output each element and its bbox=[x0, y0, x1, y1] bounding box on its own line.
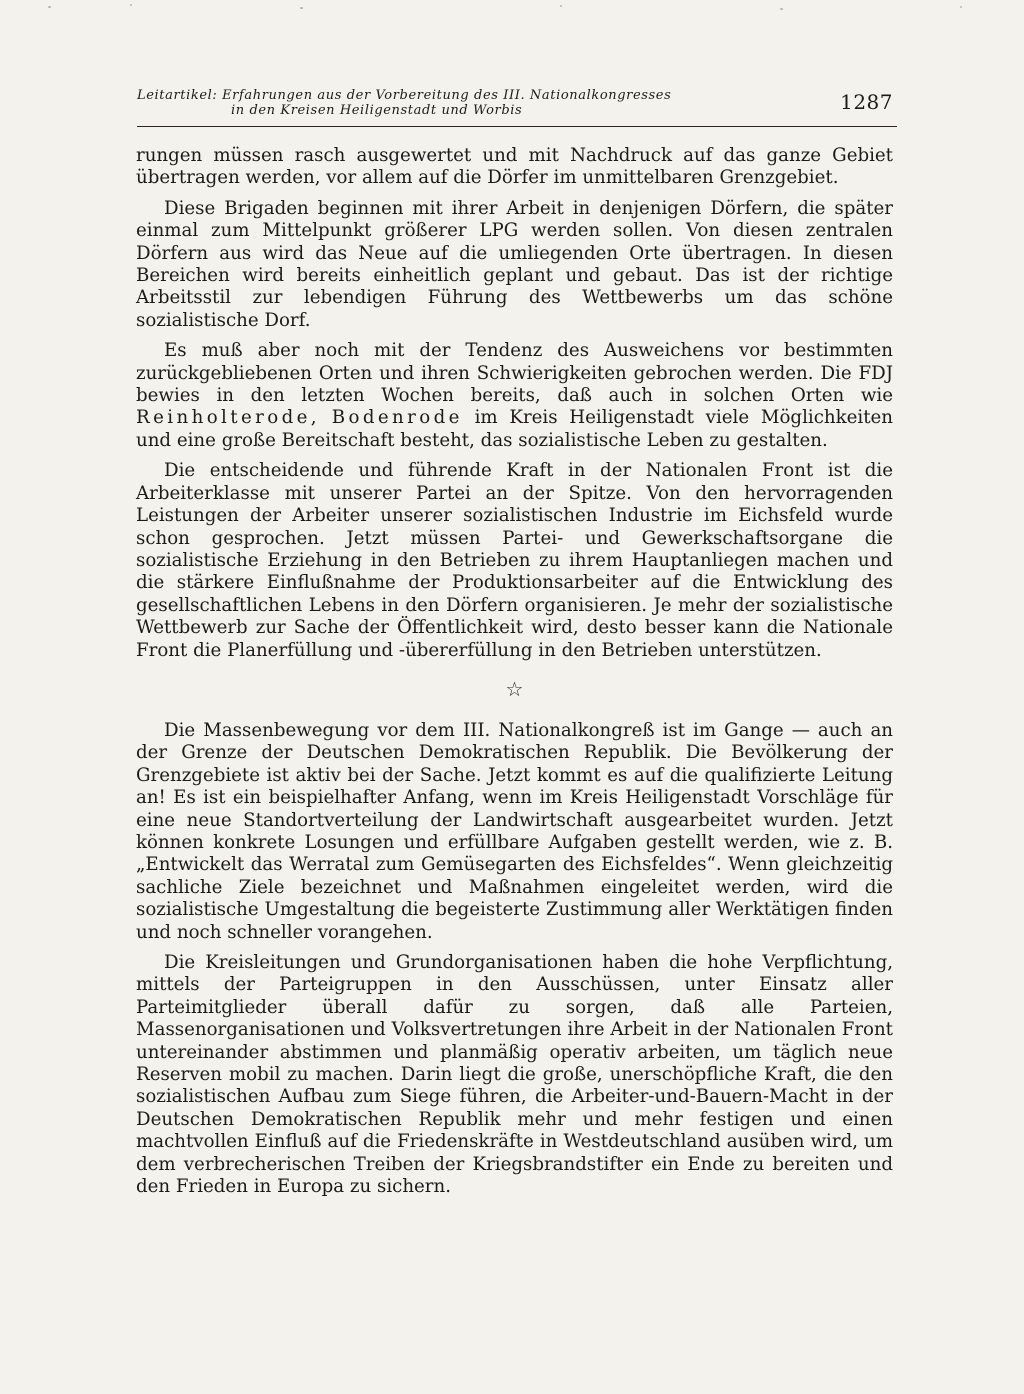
scan-speck bbox=[960, 6, 962, 8]
place-name-bodenrode: Bodenrode bbox=[331, 407, 463, 429]
running-head-line-1: Leitartikel: Erfahrungen aus der Vorbereitung des III. Nationalkongresses bbox=[137, 88, 672, 103]
running-head-line-2: in den Kreisen Heiligenstadt und Worbis bbox=[231, 103, 523, 118]
running-head bbox=[137, 88, 777, 118]
paragraph-5: Die Massenbewegung vor dem III. Nationalkongreß ist im Gange — auch an der Grenze der Deutschen Demokratischen Republik. Die Bevölkerung der Grenzgebiete ist aktiv bei der Sache. Jetzt kommt es auf die qualifizierte Leitung an! Es ist ein beispielhafter Anfang, wenn im Kreis Heiligenstadt Vorschläge für eine neue Standortverteilung der Landwirtschaft ausgearbeitet wurden. Jetzt können konkrete Losungen und erfüllbare Aufgaben gestellt werden, wie z. B. „Entwickelt das Werratal zum Gemüsegarten des Eichsfeldes“. Wenn gleichzeitig sachliche Ziele bezeichnet und Maßnahmen eingeleitet werden, wird die sozialistische Umgestaltung die begeisterte Zustimmung aller Werktätigen finden und noch schneller vorangehen. bbox=[136, 719, 893, 943]
place-name-reinholterode: Reinholterode, bbox=[136, 407, 320, 429]
paragraph-3-text-a: Es muß aber noch mit der Tendenz des Ausweichens vor bestimmten zurückgebliebenen Orten und ihren Schwierigkeiten gebrochen werden. Die FDJ bewies in den letzten Wochen bereits, daß auch in solchen Orten wie bbox=[136, 340, 893, 407]
article-body bbox=[136, 145, 893, 1206]
scan-speck bbox=[48, 6, 51, 8]
paragraph-4: Die entscheidende und führende Kraft in der Nationalen Front ist die Arbeiterklasse mit unserer Partei an der Spitze. Von den hervorragenden Leistungen der Arbeiter unserer sozialistischen Industrie im Eichsfeld wurde schon gesprochen. Jetzt müssen Partei- und Gewerkschaftsorgane die sozialistische Erziehung in den Betrieben zu ihrem Hauptanliegen machen und die stärkere Einflußnahme der Produktionsarbeiter auf die Entwicklung des gesellschaftlichen Lebens in den Dörfern organisieren. Je mehr der sozialistische Wettbewerb zur Sache der Öffentlichkeit wird, desto besser kann die Nationale Front die Planerfüllung und -übererfüllung in den Betrieben unterstützen. bbox=[136, 460, 893, 661]
page-number: 1287 bbox=[840, 90, 893, 114]
scan-speck bbox=[780, 8, 783, 10]
paragraph-3 bbox=[136, 340, 893, 452]
paragraph-6: Die Kreisleitungen und Grundorganisationen haben die hohe Verpflichtung, mittels der Parteigruppen in den Ausschüssen, unter Einsatz aller Parteimitglieder überall dafür zu sorgen, daß alle Parteien, Massenorganisationen und Volksvertretungen ihre Arbeit in der Nationalen Front untereinander abstimmen und planmäßig operativ arbeiten, um täglich neue Reserven mobil zu machen. Darin liegt die große, unerschöpfliche Kraft, die den sozialistischen Aufbau zum Siege führen, die Arbeiter-und-Bauern-Macht in der Deutschen Demokratischen Republik mehr und mehr festigen und einen machtvollen Einfluß auf die Friedenskräfte in Westdeutschland ausüben wird, um dem verbrecherischen Treiben der Kriegsbrandstifter ein Ende zu bereiten und den Frieden in Europa zu sichern. bbox=[136, 952, 893, 1198]
paragraph-3-text-b: im Kreis Heiligenstadt viele Möglichkeiten und eine große Bereitschaft besteht, das sozialistische Leben zu gestalten. bbox=[136, 407, 893, 451]
scan-speck bbox=[130, 4, 132, 6]
scan-speck bbox=[560, 5, 562, 7]
star-separator-icon: ☆ bbox=[505, 676, 524, 701]
scan-speck bbox=[300, 7, 303, 9]
paragraph-1: rungen müssen rasch ausgewertet und mit Nachdruck auf das ganze Gebiet übertragen werden, vor allem auf die Dörfer im unmittelbaren Grenzgebiet. bbox=[136, 145, 893, 189]
page-header bbox=[137, 88, 897, 127]
paragraph-2: Diese Brigaden beginnen mit ihrer Arbeit in denjenigen Dörfern, die später einmal zum Mittelpunkt größerer LPG werden sollen. Von diesen zentralen Dörfern aus wird das Neue auf die umliegenden Orte übertragen. In diesen Bereichen wird bereits einheitlich geplant und gebaut. Das ist der richtige Arbeitsstil zur lebendigen Führung des Wettbewerbs um das schöne sozialistische Dorf. bbox=[136, 197, 893, 331]
